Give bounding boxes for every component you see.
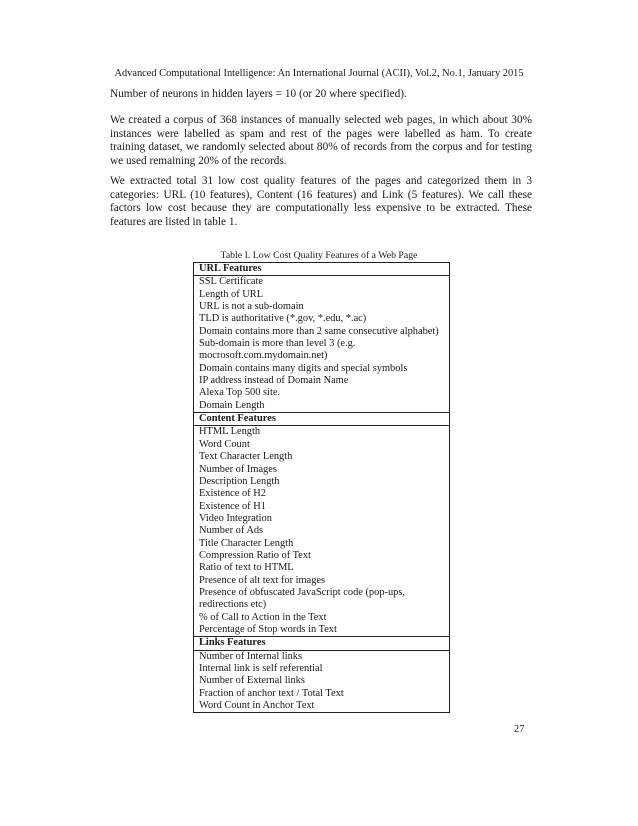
table-row: URL is not a sub-domain	[199, 301, 304, 313]
table-row: Existence of H2	[199, 488, 266, 500]
table-row: Sub-domain is more than level 3 (e.g. mocrosoft.com.mydomain.net)	[199, 338, 356, 362]
table-row: IP address instead of Domain Name	[199, 375, 349, 387]
table-row: Number of Internal links	[199, 650, 303, 662]
table-row: Word Count	[199, 438, 250, 450]
paragraph-neurons: Number of neurons in hidden layers = 10 (or 20 where specified).	[110, 88, 407, 100]
table-row: Compression Ratio of Text	[199, 549, 311, 561]
table-row: Number of External links	[199, 675, 305, 687]
paragraph-features: We extracted total 31 low cost quality features of the pages and categorized them in 3 categories: URL (10 features), Content (16 features) and Link (5 features). We call these factors low cost because they are computationally less expensive to be extracted. These features are listed in table 1.	[110, 175, 532, 228]
table-row: Word Count in Anchor Text	[199, 700, 315, 712]
table-row: Number of Images	[199, 463, 277, 475]
table-row: Presence of obfuscated JavaScript code (pop-ups, redirections etc)	[199, 586, 406, 611]
table-section-header: Links Features	[194, 636, 449, 650]
table-row: Alexa Top 500 site.	[199, 387, 281, 399]
feature-table	[193, 262, 450, 713]
table-row: Title Character Length	[199, 537, 294, 549]
table-row: Internal link is self referential	[199, 663, 323, 674]
table-row: Description Length	[199, 475, 280, 487]
table-row: Existence of H1	[199, 500, 266, 512]
table-row: Domain contains many digits and special symbols	[199, 362, 408, 374]
table-row: Length of URL	[199, 288, 264, 300]
table-row: % of Call to Action in the Text	[199, 611, 327, 623]
table-row: Video Integration	[199, 512, 272, 524]
table-row: SSL Certificate	[199, 276, 263, 288]
table-row: Domain contains more than 2 same consecutive alphabet)	[199, 325, 439, 337]
table-row: Number of Ads	[199, 525, 264, 537]
table-row: TLD is authoritative (*.gov, *.edu, *.ac)	[199, 313, 367, 325]
running-header: Advanced Computational Intelligence: An International Journal (ACII), Vol.2, No.1, January 2015	[114, 68, 524, 79]
table-row: Fraction of anchor text / Total Text	[199, 687, 344, 699]
table-row: Text Character Length	[199, 451, 293, 463]
table-row: HTML Length	[199, 426, 261, 438]
table-section-header: Content Features	[194, 412, 449, 426]
page-number: 27	[514, 724, 525, 735]
table-row: Ratio of text to HTML	[199, 562, 294, 574]
table-caption: Table I. Low Cost Quality Features of a Web Page	[220, 250, 418, 261]
table-row: Presence of alt text for images	[199, 574, 326, 586]
table-row: Percentage of Stop words in Text	[199, 623, 337, 635]
paragraph-corpus: We created a corpus of 368 instances of manually selected web pages, in which about 30% instances were labelled as spam and rest of the pages were labelled as ham. To create training dataset, we randomly selected about 80% of records from the corpus and for testing we used remaining 20% of the records.	[110, 114, 532, 167]
table-section-header: URL Features	[194, 263, 449, 276]
table-row: Domain Length	[199, 399, 265, 411]
